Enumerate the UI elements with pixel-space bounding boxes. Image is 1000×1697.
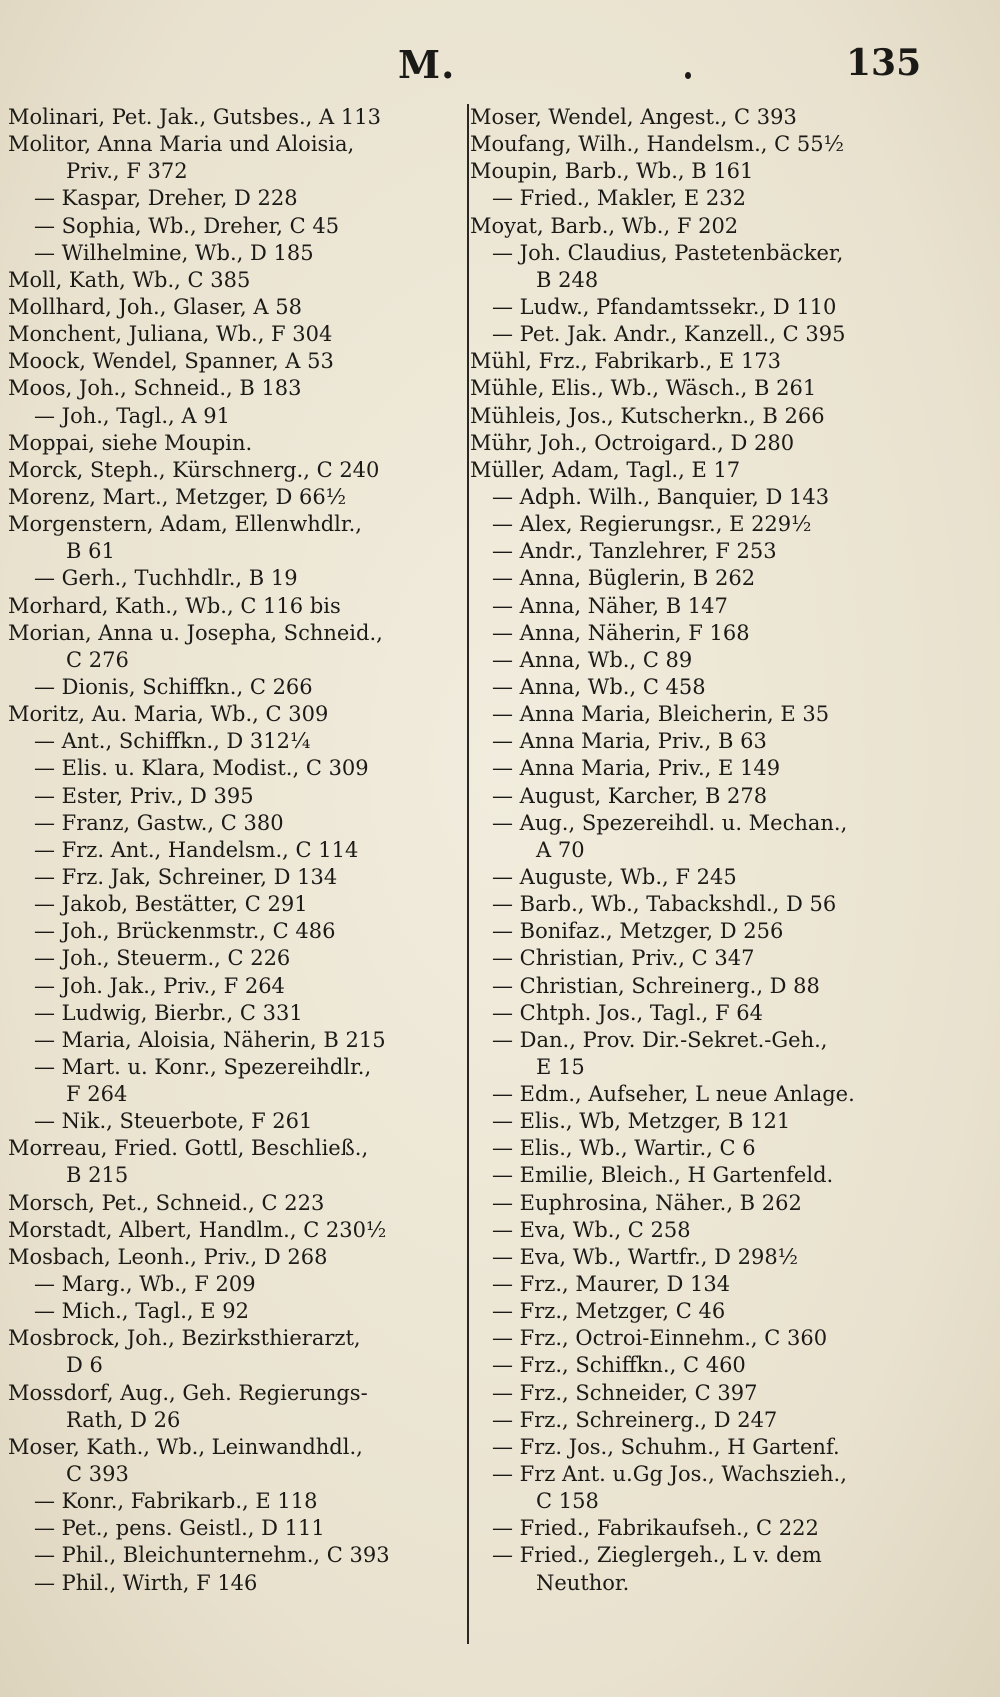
directory-entry-line: Moufang, Wilh., Handelsm., C 55½	[470, 132, 844, 157]
directory-entry-line: — Andr., Tanzlehrer, F 253	[492, 539, 777, 564]
directory-entry-line: — Pet. Jak. Andr., Kanzell., C 395	[492, 322, 846, 347]
directory-entry-line: — Frz., Schiffkn., C 460	[492, 1353, 746, 1378]
directory-entry-line: — Wilhelmine, Wb., D 185	[34, 240, 314, 265]
directory-entry-line: Morck, Steph., Kürschnerg., C 240	[8, 457, 380, 482]
directory-entry-line: Priv., F 372	[66, 159, 188, 184]
directory-entry-line: — Kaspar, Dreher, D 228	[34, 186, 298, 211]
directory-entry-line: — Dionis, Schiffkn., C 266	[34, 674, 313, 699]
directory-entry-line: Morstadt, Albert, Handlm., C 230½	[8, 1217, 387, 1242]
directory-entry-line: E 15	[536, 1054, 585, 1079]
directory-entry-line: Morian, Anna u. Josepha, Schneid.,	[8, 620, 383, 645]
directory-entry-line: Neuthor.	[536, 1570, 630, 1595]
directory-entry-line: — Joh., Steuerm., C 226	[34, 946, 291, 971]
directory-entry-line: — Adph. Wilh., Banquier, D 143	[492, 484, 830, 509]
directory-entry-line: — Frz., Maurer, D 134	[492, 1272, 731, 1297]
directory-entry-line: Moll, Kath, Wb., C 385	[8, 267, 251, 292]
directory-entry-line: — Fried., Fabrikaufseh., C 222	[492, 1516, 819, 1541]
directory-entry-line: — Eva, Wb., C 258	[492, 1217, 691, 1242]
directory-entry-line: — Anna Maria, Priv., B 63	[492, 729, 767, 754]
directory-entry-line: — Elis., Wb, Metzger, B 121	[492, 1109, 791, 1134]
directory-entry-line: — Frz., Octroi-Einnehm., C 360	[492, 1326, 828, 1351]
directory-entry-line: — Edm., Aufseher, L neue Anlage.	[492, 1082, 855, 1107]
directory-entry-line: Mühleis, Jos., Kutscherkn., B 266	[470, 403, 825, 428]
directory-entry-line: — Christian, Schreinerg., D 88	[492, 973, 820, 998]
directory-entry-line: — Anna, Näherin, F 168	[492, 620, 750, 645]
directory-entry-line: Morreau, Fried. Gottl, Beschließ.,	[8, 1136, 369, 1161]
directory-entry-line: — Frz. Ant., Handelsm., C 114	[34, 837, 359, 862]
directory-entry-line: — Frz Ant. u.Gg Jos., Wachszieh.,	[492, 1462, 847, 1487]
left-column	[8, 104, 468, 1597]
directory-entry-line: — Ludwig, Bierbr., C 331	[34, 1000, 303, 1025]
directory-entry-line: B 215	[66, 1163, 129, 1188]
directory-entry-line: — Ant., Schiffkn., D 312¼	[34, 729, 311, 754]
directory-entry-line: — Bonifaz., Metzger, D 256	[492, 919, 784, 944]
directory-entry-line: Mosbach, Leonh., Priv., D 268	[8, 1244, 328, 1269]
directory-entry-line: — August, Karcher, B 278	[492, 783, 768, 808]
directory-entry-line: Moser, Wendel, Angest., C 393	[470, 105, 797, 129]
directory-entry-line: — Fried., Makler, E 232	[492, 186, 746, 211]
directory-entry-line: Rath, D 26	[66, 1407, 181, 1432]
directory-entry-line: — Joh., Tagl., A 91	[34, 403, 230, 428]
directory-entry-line: Mühr, Joh., Octroigard., D 280	[470, 430, 795, 455]
directory-entry-line: — Christian, Priv., C 347	[492, 946, 755, 971]
directory-entry-line: — Aug., Spezereihdl. u. Mechan.,	[492, 810, 848, 835]
directory-entry-line: — Frz., Schreinerg., D 247	[492, 1407, 778, 1432]
directory-entry-line: — Chtph. Jos., Tagl., F 64	[492, 1000, 763, 1025]
directory-entry-line: Moos, Joh., Schneid., B 183	[8, 376, 302, 401]
directory-entry-line: — Eva, Wb., Wartfr., D 298½	[492, 1244, 799, 1269]
directory-entry-line: — Phil., Bleichunternehm., C 393	[34, 1543, 390, 1568]
directory-entry-line: — Nik., Steuerbote, F 261	[34, 1109, 313, 1134]
directory-entry-line: — Anna, Wb., C 458	[492, 674, 706, 699]
column-divider	[467, 104, 469, 1644]
directory-entry-line: — Anna, Wb., C 89	[492, 647, 693, 672]
directory-entry-line: Molinari, Pet. Jak., Gutsbes., A 113	[8, 105, 381, 129]
directory-entry-line: Mossdorf, Aug., Geh. Regierungs-	[8, 1380, 368, 1405]
directory-entry-line: B 248	[536, 267, 599, 292]
directory-entry-line: — Gerh., Tuchhdlr., B 19	[34, 566, 298, 591]
directory-entry-line: — Frz. Jak, Schreiner, D 134	[34, 864, 338, 889]
directory-entry-line: — Anna, Näher, B 147	[492, 593, 728, 618]
directory-entry-line: Monchent, Juliana, Wb., F 304	[8, 322, 333, 347]
directory-entry-line: C 393	[66, 1462, 129, 1487]
directory-entry-line: — Joh., Brückenmstr., C 486	[34, 919, 336, 944]
directory-entry-line: Müller, Adam, Tagl., E 17	[470, 457, 741, 482]
directory-entry-line: Moyat, Barb., Wb., F 202	[470, 213, 739, 238]
directory-entry-line: Moppai, siehe Moupin.	[8, 430, 253, 455]
directory-entry-line: Mühl, Frz., Fabrikarb., E 173	[470, 349, 782, 374]
directory-entry-line: — Anna Maria, Priv., E 149	[492, 756, 781, 781]
directory-entry-line: — Euphrosina, Näher., B 262	[492, 1190, 802, 1215]
directory-entry-line: — Anna Maria, Bleicherin, E 35	[492, 702, 830, 727]
directory-entry-line: — Frz. Jos., Schuhm., H Gartenf.	[492, 1434, 840, 1459]
directory-entry-line: — Konr., Fabrikarb., E 118	[34, 1489, 318, 1514]
directory-entry-line: B 61	[66, 539, 115, 564]
directory-entry-line: D 6	[66, 1353, 103, 1378]
directory-entry-line: — Franz, Gastw., C 380	[34, 810, 284, 835]
directory-entry-line: — Phil., Wirth, F 146	[34, 1570, 258, 1595]
directory-entry-line: C 276	[66, 647, 129, 672]
page-number: 135	[846, 42, 922, 84]
ink-dot	[685, 72, 691, 79]
directory-entry-line: — Marg., Wb., F 209	[34, 1272, 256, 1297]
directory-entry-line: — Ester, Priv., D 395	[34, 783, 254, 808]
directory-entry-line: Morsch, Pet., Schneid., C 223	[8, 1190, 325, 1215]
directory-entry-line: — Joh. Claudius, Pastetenbäcker,	[492, 240, 844, 265]
directory-entry-line: — Maria, Aloisia, Näherin, B 215	[34, 1027, 386, 1052]
directory-entry-line: — Sophia, Wb., Dreher, C 45	[34, 213, 340, 238]
directory-entry-line: — Mart. u. Konr., Spezereihdlr.,	[34, 1054, 372, 1079]
directory-entry-line: — Elis. u. Klara, Modist., C 309	[34, 756, 369, 781]
directory-entry-line: C 158	[536, 1489, 599, 1514]
directory-entry-line: Moser, Kath., Wb., Leinwandhdl.,	[8, 1434, 363, 1459]
directory-entry-line: — Anna, Büglerin, B 262	[492, 566, 756, 591]
directory-entry-line: — Fried., Zieglergeh., L v. dem	[492, 1543, 822, 1568]
directory-entry-line: Morgenstern, Adam, Ellenwhdlr.,	[8, 512, 362, 537]
directory-entry-line: — Dan., Prov. Dir.-Sekret.-Geh.,	[492, 1027, 828, 1052]
directory-entry-line: — Mich., Tagl., E 92	[34, 1299, 250, 1324]
directory-entry-line: Mühle, Elis., Wb., Wäsch., B 261	[470, 376, 817, 401]
directory-entry-line: Morenz, Mart., Metzger, D 66½	[8, 484, 347, 509]
directory-entry-line: Mosbrock, Joh., Bezirksthierarzt,	[8, 1326, 361, 1351]
directory-entry-line: — Pet., pens. Geistl., D 111	[34, 1516, 325, 1541]
directory-entry-line: — Frz., Metzger, C 46	[492, 1299, 726, 1324]
directory-entry-line: Moritz, Au. Maria, Wb., C 309	[8, 702, 329, 727]
directory-entry-line: Mollhard, Joh., Glaser, A 58	[8, 294, 302, 319]
page-header	[0, 42, 1000, 94]
directory-entry-line: — Auguste, Wb., F 245	[492, 864, 737, 889]
directory-entry-line: Moock, Wendel, Spanner, A 53	[8, 349, 334, 374]
directory-entry-line: — Joh. Jak., Priv., F 264	[34, 973, 285, 998]
directory-entry-line: A 70	[536, 837, 585, 862]
directory-entry-line: — Alex, Regierungsr., E 229½	[492, 512, 812, 537]
section-letter: M.	[398, 42, 456, 87]
directory-entry-line: — Jakob, Bestätter, C 291	[34, 892, 308, 917]
directory-entry-line: Moupin, Barb., Wb., B 161	[470, 159, 754, 184]
directory-entry-line: Molitor, Anna Maria und Aloisia,	[8, 132, 355, 157]
right-column	[470, 104, 996, 1597]
directory-entry-line: — Ludw., Pfandamtssekr., D 110	[492, 294, 837, 319]
directory-entry-line: Morhard, Kath., Wb., C 116 bis	[8, 593, 341, 618]
directory-entry-line: — Elis., Wb., Wartir., C 6	[492, 1136, 756, 1161]
directory-entry-line: — Barb., Wb., Tabackshdl., D 56	[492, 892, 837, 917]
directory-entry-line: — Emilie, Bleich., H Gartenfeld.	[492, 1163, 834, 1188]
directory-entry-line: F 264	[66, 1082, 128, 1107]
directory-entry-line: — Frz., Schneider, C 397	[492, 1380, 758, 1405]
